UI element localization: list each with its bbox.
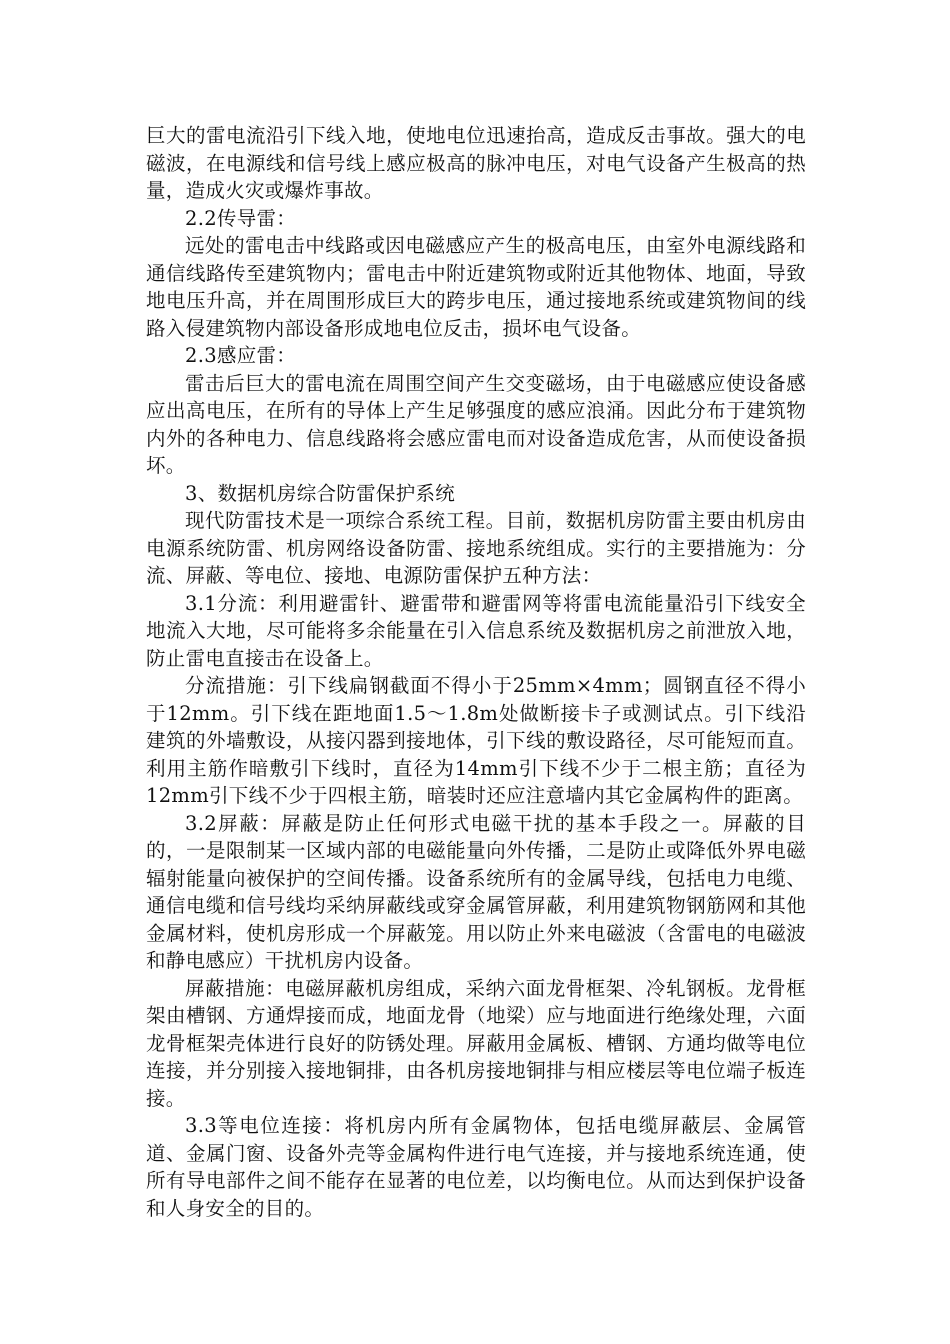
paragraph-shielding: 3.2屏蔽：屏蔽是防止任何形式电磁干扰的基本手段之一。屏蔽的目的，一是限制某一区域内部的电磁能量向外传播，二是防止或降低外界电磁辐射能量向被保护的空间传播。设备系统所有的金属导线，包括电力电缆、通信电缆和信号线均采纳屏蔽线或穿金属管屏蔽，利用建筑物钢筋网和其他金属材料，使机房形成一个屏蔽笼。用以防止外来电磁波（含雷电的电磁波和静电感应）干扰机房内设备。 [146, 811, 806, 972]
paragraph-diversion-measures: 分流措施：引下线扁钢截面不得小于25mm×4mm；圆钢直径不得小于12mm。引下线在距地面1.5～1.8m处做断接卡子或测试点。引下线沿建筑的外墙敷设，从接闪器到接地体，引下线的敷设路径，尽可能短而直。利用主筋作暗敷引下线时，直径为14mm引下线不少于二根主筋；直径为12mm引下线不少于四根主筋，暗装时还应注意墙内其它金属构件的距离。 [146, 674, 806, 807]
heading-induced-lightning: 2.3感应雷： [185, 344, 297, 367]
paragraph-induced-lightning: 雷击后巨大的雷电流在周围空间产生交变磁场，由于电磁感应使设备感应出高电压，在所有的导体上产生足够强度的感应浪涌。因此分布于建筑物内外的各种电力、信息线路将会感应雷电而对设备造成危害，从而使设备损坏。 [146, 371, 806, 477]
paragraph-equipotential: 3.3等电位连接：将机房内所有金属物体，包括电缆屏蔽层、金属管道、金属门窗、设备外壳等金属构件进行电气连接，并与接地系统连通，使所有导电部件之间不能存在显著的电位差，以均衡电位。从而达到保护设备和人身安全的目的。 [146, 1114, 806, 1220]
heading-conducted-lightning: 2.2传导雷： [185, 206, 297, 230]
paragraph-protection-overview: 现代防雷技术是一项综合系统工程。目前，数据机房防雷主要由机房由电源系统防雷、机房网络设备防雷、接地系统组成。实行的主要措施为：分流、屏蔽、等电位、接地、电源防雷保护五种方法： [146, 509, 806, 587]
heading-protection-system: 3、数据机房综合防雷保护系统 [185, 481, 456, 505]
paragraph-shielding-measures: 屏蔽措施：电磁屏蔽机房组成，采纳六面龙骨框架、冷轧钢板。龙骨框架由槽钢、方通焊接而成，地面龙骨（地梁）应与地面进行绝缘处理，六面龙骨框架壳体进行良好的防锈处理。屏蔽用金属板、槽钢、方通均做等电位连接，并分别接入接地铜排，由各机房接地铜排与相应楼层等电位端子板连接。 [146, 976, 806, 1110]
paragraph-diversion: 3.1分流：利用避雷针、避雷带和避雷网等将雷电流能量沿引下线安全地流入大地，尽可能将多余能量在引入信息系统及数据机房之前泄放入地， 防止雷电直接击在设备上。 [146, 591, 806, 670]
document-body [146, 122, 806, 1222]
paragraph-lightning-counterattack: 巨大的雷电流沿引下线入地，使地电位迅速抬高，造成反击事故。强大的电磁波，在电源线和信号线上感应极高的脉冲电压，对电气设备产生极高的热量，造成火灾或爆炸事故。 [146, 124, 806, 202]
paragraph-conducted-lightning: 远处的雷电击中线路或因电磁感应产生的极高电压，由室外电源线路和通信线路传至建筑物内；雷电击中附近建筑物或附近其他物体、地面，导致地电压升高，并在周围形成巨大的跨步电压，通过接地系统或建筑物间的线路入侵建筑物内部设备形成地电位反击，损坏电气设备。 [146, 234, 806, 340]
